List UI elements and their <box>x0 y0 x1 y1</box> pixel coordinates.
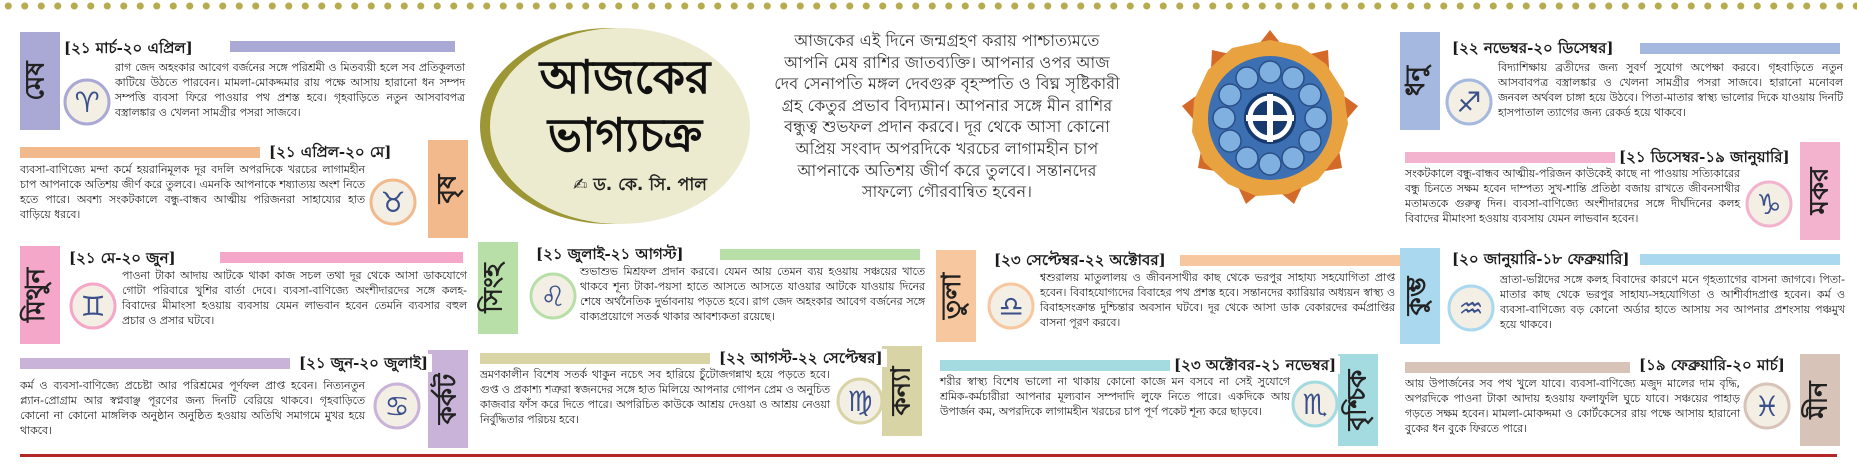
aquarius-icon <box>1446 282 1496 340</box>
svg-text:♈: ♈ <box>74 86 100 119</box>
dotted-border <box>0 0 1857 12</box>
sign-name: কুম্ভ <box>1401 276 1431 316</box>
cancer-icon <box>372 380 422 438</box>
sign-forecast-text: কর্ম ও ব্যবসা-বাণিজ্যে প্রচেষ্টা আর পরিশ্রমের পূর্ণফল প্রাপ্ত হবেন। নিত্যনতুন প্ল্যান-প্রোগ্রাম আর স্বপ্নবাঞ্ছ পূরণের জন্য দিনটি বেরিয়ে থাকবে। গৃহবাড়িতে কোনো না কোনো মাঙ্গলিক অনুষ্ঠান অনুষ্ঠিত হওয়ায় অতিথি সমাগমে মুখর হয়ে থাকবে। <box>20 379 365 437</box>
taurus-icon <box>368 176 418 234</box>
sign-accent-bar <box>220 252 463 263</box>
sign-forecast-text: বিদ্যাশিক্ষায় ব্রতীদের জন্য সুবর্ণ সুযোগ অপেক্ষা করবে। গৃহবাড়িতে নতুন আসবাবপত্র বস্ত্রালঙ্কার ও খেলনা সামগ্রীর পসরা সাজবে। হারানো মনোবল জনবল অর্থবল চাঙ্গা হয়ে উঠবে। পিতা-মাতার স্বাস্থ্য ভালোর দিকে যাওয়ায় দিনটি হাসপাতাল ত্যাগের জন্য রেকর্ড হয়ে থাকবে। <box>1498 61 1843 119</box>
gemini-icon <box>68 280 118 338</box>
svg-text:♒: ♒ <box>1458 292 1484 325</box>
sign-forecast-text: আয় উপার্জনের সব পথ খুলে যাবে। ব্যবসা-বাণিজ্যে মজুদ মালের দাম বৃদ্ধি, অপরদিকে পাওনা টাকা আদায় হওয়ায় ফলাফুলি ঘুচে যাবে। সঞ্চয়ের পাহাড় গড়তে সক্ষম হবেন। মামলা-মোকদ্দমা ও কোর্টকেসের রায় পক্ষে আসায় হারানো বুকের ধন বুকে ফিরতে পারে। <box>1405 377 1740 435</box>
sign-name: মিথুন <box>21 267 52 323</box>
sign-tab-kanya <box>882 346 922 436</box>
capricorn-icon <box>1744 178 1794 236</box>
author-name: ড. কে. সি. পাল <box>593 175 707 195</box>
sign-name: কন্যা <box>886 366 917 416</box>
sign-forecast-text: ভ্রাতা-ভগ্নিদের সঙ্গে কলহ বিবাদের কারণে মনে গৃহত্যাগের বাসনা জাগবে। পিতা-মাতার কাছ থেকে ভরপুর সাহায্য-সহযোগিতা ও আশীর্বাদপ্রাপ্ত হবেন। কর্ম ও ব্যবসা-বাণিজ্যে বড় কোনো অর্ডার হাতে আসায় সব আপনার প্রশংসায় পঞ্চমুখ হয়ে থাকবে। <box>1500 273 1845 331</box>
sign-tab-brisha <box>428 140 468 238</box>
pen-icon: ✍ <box>573 175 588 195</box>
svg-text:♐: ♐ <box>1456 86 1482 119</box>
sign-name: মেষ <box>21 61 52 101</box>
sign-tab-kumbha <box>1400 248 1440 344</box>
sign-date-range: [২৩ সেপ্টেম্বর-২২ অক্টোবর] <box>990 251 1170 269</box>
svg-text:♏: ♏ <box>1302 388 1328 421</box>
sign-date-range: [২৩ অক্টোবর-২১ নভেম্বর] <box>1170 356 1340 374</box>
sign-forecast-text: শরীর স্বাস্থ্য বিশেষ ভালো না থাকায় কোনো কাজে মন বসবে না সেই সুযোগে শ্রমিক-কর্মচারীরা আপনার মূল্যবান সম্পদাদি লুফে নিতে পারে। একদিকে আয় উপার্জন কম, অপরদিকে লাগামহীন খরচের চাপ পূর্ণ পকেট শূন্য করে ছাড়বে। <box>940 375 1290 418</box>
sign-forecast-text: ব্যবসা-বাণিজ্যে মন্দা কর্মে হয়রানিমূলক দূর বদলি অপরদিকে খরচের লাগামহীন চাপ আপনাকে অতিশয় জীর্ণ করে তুলবে। এমনকি আপনাকে শষ্যাত্যয় অংশ নিতে হতে পারে। অবশ্য সংকটকালে বন্ধু-বান্ধব আত্মীয় পরিজনরা সাহায্যের হাত বাড়িয়ে ধরবে। <box>20 163 365 221</box>
svg-text:♌: ♌ <box>540 280 566 313</box>
sign-date-range: [২১ এপ্রিল-২০ মে] <box>265 143 395 161</box>
svg-text:♊: ♊ <box>80 290 106 323</box>
sign-forecast-text: শুভাশুভ মিশ্রফল প্রদান করবে। যেমন আয় তেমন ব্যয় হওয়ায় সঞ্চয়ের খাতে থাকবে শূন্য টাকা-পয়সা হাতে আসতে আসতে যাওয়ার আটকে যাওয়ায় দিনের শেষে অর্থনৈতিক দুর্ভাবনায় পড়তে হবে। রাগ জেদ অহংকার আবেগ বর্জনের সঙ্গে বাক্যপ্রয়োগে সতর্ক থাকার আবশ্যকতা রয়েছে। <box>580 265 925 323</box>
sign-name: বৃশ্চিক <box>1342 369 1373 431</box>
sign-forecast-text: পাওনা টাকা আদায় আটকে থাকা কাজ সচল তথা দূর থেকে আসা ডাকযোগে গোটা পরিবারে খুশির বার্তা দেবে। ব্যবসা-বাণিজ্যে অংশীদারদের সঙ্গে কলহ-বিবাদের মীমাংসা হওয়ায় ব্যবসায় যেমন লাভবান হবেন তেমনি ব্যবসার বহুল প্রচার ও প্রসার ঘটবে। <box>122 269 467 327</box>
sign-name: কর্কট <box>432 373 463 425</box>
page-title <box>505 48 745 164</box>
svg-text:♎: ♎ <box>998 290 1024 323</box>
sign-tab-singha <box>478 242 518 334</box>
sign-accent-bar <box>20 147 260 158</box>
sign-tab-meen <box>1800 354 1840 446</box>
sign-accent-bar <box>1640 43 1840 54</box>
sign-name: ধনু <box>1401 65 1431 97</box>
title-line-1: আজকের <box>539 50 711 104</box>
svg-text:♑: ♑ <box>1756 188 1782 221</box>
sign-name: মীন <box>1804 381 1834 419</box>
sign-tab-mesh <box>20 32 60 130</box>
sign-tab-karkat <box>428 350 468 448</box>
libra-icon <box>986 280 1036 338</box>
aries-icon <box>62 76 112 134</box>
sign-tab-tula <box>936 250 976 342</box>
intro-text: আজকের এই দিনে জন্মগ্রহণ করায় পাশ্চাত্যমতে আপনি মেষ রাশির জাতব্যক্তি। আপনার ওপর আজ দেব সেনাপতি মঙ্গল দেবগুরু বৃহস্পতি ও বিঘ্ন সৃষ্টিকারী গ্রহ কেতুর প্রভাব বিদ্যমান। আপনার সঙ্গে মীন রাশির বন্ধুত্ব শুভফল প্রদান করবে। দূর থেকে আসা কোনো অপ্রিয় সংবাদ অপরদিকে খরচের লাগামহীন চাপ আপনাকে অতিশয় জীর্ণ করে তুলবে। সন্তানদের সাফল্যে গৌরবান্বিত হবেন। <box>774 31 1120 202</box>
sign-date-range: [২১ জুন-২০ জুলাই] <box>295 354 432 372</box>
sign-date-range: [২১ মার্চ-২০ এপ্রিল] <box>60 39 197 57</box>
sign-forecast-text: ভ্রমণকালীন বিশেষ সতর্ক থাকুন নচেৎ সব হারিয়ে চুঁটোজগন্নাথ হয়ে পড়তে হবে। গুপ্ত ও প্রকাশ্য শত্রুরা স্বজনদের সঙ্গে হাত মিলিয়ে আপনার গোপন প্রেম ও অনুচিত কাজবার ফাঁস করে দিতে পারে। অপরিচিত কাউকে আশ্রয় দেওয়া ও আশ্রয় নেওয়া নির্বুদ্ধিতার পরিচয় হবে। <box>480 368 830 426</box>
virgo-icon <box>835 375 885 433</box>
sign-forecast-text: রাগ জেদ অহংকার আবেগ বর্জনের সঙ্গে পরিশ্রমী ও মিতব্যয়ী হলে সব প্রতিকূলতা কাটিয়ে উঠতে পারবেন। মামলা-মোকদ্দমার রায় পক্ষে আসায় হারানো ধন সম্পদ সম্পত্তি ব্যবসা ফিরে পাওয়ার পথ প্রশস্ত হবে। গৃহবাড়িতে নতুন আসবাবপত্র বস্ত্রালঙ্কার ও খেলনা সামগ্রীর পসরা সাজবে। <box>115 61 465 119</box>
sign-tab-brishchik <box>1338 354 1378 446</box>
sign-accent-bar <box>480 353 710 364</box>
sign-accent-bar <box>1640 254 1840 265</box>
sign-accent-bar <box>1405 152 1615 163</box>
sign-name: তুলা <box>937 272 968 320</box>
sign-accent-bar <box>1180 255 1402 266</box>
sign-tab-dhanu <box>1400 32 1440 130</box>
pisces-icon <box>1742 380 1792 438</box>
sign-date-range: [২২ নভেম্বর-২০ ডিসেম্বর] <box>1448 39 1617 57</box>
sign-date-range: [২২ আগস্ট-২২ সেপ্টেম্বর] <box>715 349 887 367</box>
sign-date-range: [২১ জুলাই-২১ আগস্ট] <box>532 245 688 263</box>
sign-name: বৃষ <box>432 174 462 204</box>
svg-text:♓: ♓ <box>1754 390 1780 423</box>
zodiac-wheel-icon <box>1180 28 1360 208</box>
sign-tab-makar <box>1800 142 1840 240</box>
sign-forecast-text: শ্বশুরালয় মাতুলালয় ও জীবনসাথীর কাছ থেকে ভরপুর সাহায্য সহযোগিতা প্রাপ্ত হবেন। বিবাহযোগ্যদের বিবাহের পথ প্রশস্ত হবে। সন্তানদের ক্যারিয়ার অধ্যয়ন স্বাস্থ্য ও বিবাহসংক্রান্ত দুশ্চিন্তার অবসান ঘটবে। দূর থেকে আসা ডাক বেকারদের কর্মপ্রাপ্তির বাসনা পূরণ করবে। <box>1040 271 1395 329</box>
sign-date-range: [২০ জানুয়ারি-১৮ ফেব্রুয়ারি] <box>1448 250 1634 268</box>
sign-accent-bar <box>230 41 455 52</box>
svg-text:♋: ♋ <box>384 390 410 423</box>
sign-accent-bar <box>20 358 290 369</box>
sign-date-range: [১৯ ফেব্রুয়ারি-২০ মার্চ] <box>1635 356 1789 374</box>
title-line-2: ভাগ্যচক্র <box>547 108 703 162</box>
sign-accent-bar <box>1405 362 1630 373</box>
sign-date-range: [২১ মে-২০ জুন] <box>65 249 180 267</box>
svg-text:♉: ♉ <box>380 186 406 219</box>
sign-tab-mithun <box>20 246 60 344</box>
sign-name: সিংহ <box>479 263 509 313</box>
scorpio-icon <box>1290 378 1340 436</box>
author-byline <box>540 172 740 200</box>
sign-name: মকর <box>1804 167 1834 215</box>
sign-accent-bar <box>940 360 1170 371</box>
sign-forecast-text: সংকটকালে বন্ধু-বান্ধব আত্মীয়-পরিজন কাউকেই কাছে না পাওয়ায় সত্যিকারের বন্ধু চিনতে সক্ষম হবেন দাম্পত্য সুখ-শান্তি প্রতিষ্ঠা বজায় রাখতে জীবনসাথীর মতামতকে গুরুত্ব দিন। ব্যবসা-বাণিজ্যে অংশীদারদের সঙ্গে দীর্ঘদিনের কলহ বিবাদের মীমাংসা হওয়ায় ব্যবসায় যেমন লাভবান হবেন। <box>1405 167 1740 225</box>
bottom-rule <box>20 454 1837 457</box>
sign-date-range: [২১ ডিসেম্বর-১৯ জানুয়ারি] <box>1615 148 1794 166</box>
sagittarius-icon <box>1444 76 1494 134</box>
svg-text:♍: ♍ <box>847 385 873 418</box>
sign-accent-bar <box>720 249 920 260</box>
leo-icon <box>528 270 578 328</box>
